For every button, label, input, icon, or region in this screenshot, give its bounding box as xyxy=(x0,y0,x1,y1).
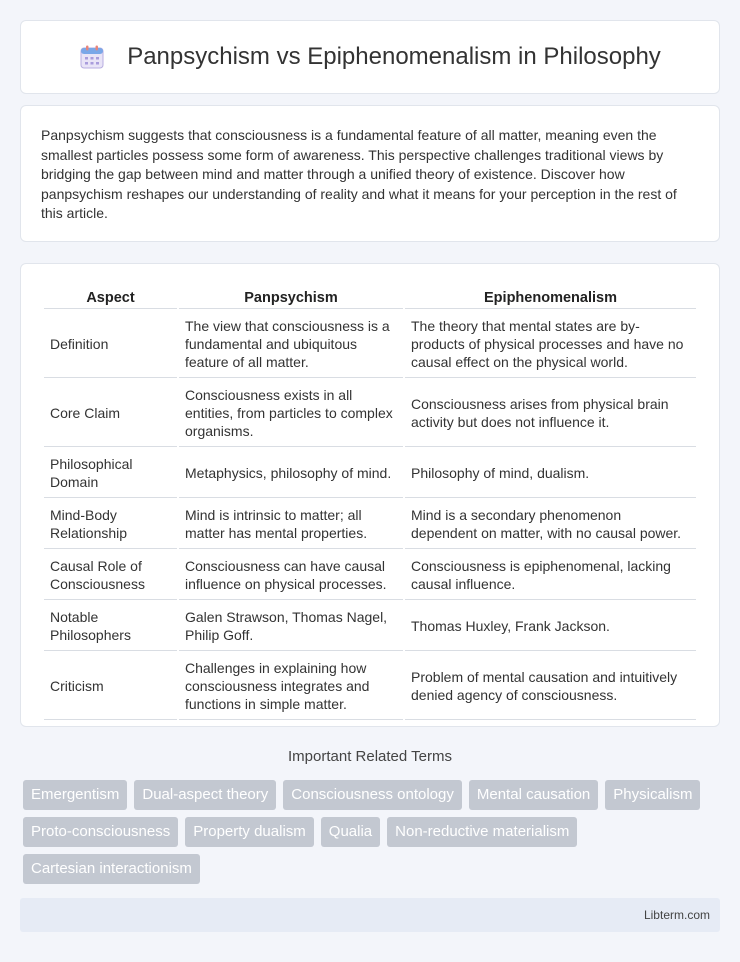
cell-epiphenomenalism: Philosophy of mind, dualism. xyxy=(405,449,696,498)
cell-panpsychism: Metaphysics, philosophy of mind. xyxy=(179,449,403,498)
header-panpsychism: Panpsychism xyxy=(179,286,403,309)
term-tag[interactable]: Proto-consciousness xyxy=(23,817,178,847)
cell-epiphenomenalism: Consciousness is epiphenomenal, lacking causal influence. xyxy=(405,551,696,600)
cell-aspect: Definition xyxy=(44,311,177,378)
cell-aspect: Mind-Body Relationship xyxy=(44,500,177,549)
header-aspect: Aspect xyxy=(44,286,177,309)
table-row xyxy=(44,449,696,498)
cell-panpsychism: Consciousness can have causal influence on physical processes. xyxy=(179,551,403,600)
cell-aspect: Causal Role of Consciousness xyxy=(44,551,177,600)
related-terms-list xyxy=(23,780,723,884)
cell-aspect: Notable Philosophers xyxy=(44,602,177,651)
cell-panpsychism: Consciousness exists in all entities, from particles to complex organisms. xyxy=(179,380,403,447)
cell-epiphenomenalism: Thomas Huxley, Frank Jackson. xyxy=(405,602,696,651)
cell-panpsychism: The view that consciousness is a fundamental and ubiquitous feature of all matter. xyxy=(179,311,403,378)
comparison-card xyxy=(20,263,720,727)
term-tag[interactable]: Physicalism xyxy=(605,780,700,810)
term-tag[interactable]: Non-reductive materialism xyxy=(387,817,577,847)
term-tag[interactable]: Dual-aspect theory xyxy=(134,780,276,810)
table-row xyxy=(44,380,696,447)
term-tag[interactable]: Property dualism xyxy=(185,817,314,847)
cell-aspect: Criticism xyxy=(44,653,177,720)
calendar-icon xyxy=(79,44,105,70)
table-row xyxy=(44,653,696,720)
cell-epiphenomenalism: Problem of mental causation and intuitively denied agency of consciousness. xyxy=(405,653,696,720)
cell-panpsychism: Challenges in explaining how consciousness integrates and functions in simple matter. xyxy=(179,653,403,720)
related-terms-title: Important Related Terms xyxy=(288,748,452,765)
cell-panpsychism: Mind is intrinsic to matter; all matter has mental properties. xyxy=(179,500,403,549)
header-epiphenomenalism: Epiphenomenalism xyxy=(405,286,696,309)
intro-card xyxy=(20,105,720,242)
footer xyxy=(20,898,720,932)
cell-aspect: Core Claim xyxy=(44,380,177,447)
cell-epiphenomenalism: The theory that mental states are by-products of physical processes and have no causal effect on the physical world. xyxy=(405,311,696,378)
cell-panpsychism: Galen Strawson, Thomas Nagel, Philip Goff. xyxy=(179,602,403,651)
table-row xyxy=(44,311,696,378)
term-tag[interactable]: Mental causation xyxy=(469,780,598,810)
header-card xyxy=(20,20,720,94)
term-tag[interactable]: Cartesian interactionism xyxy=(23,854,200,884)
cell-epiphenomenalism: Mind is a secondary phenomenon dependent on matter, with no causal power. xyxy=(405,500,696,549)
intro-paragraph: Panpsychism suggests that consciousness is a fundamental feature of all matter, meaning even the smallest particles possess some form of awareness. This perspective challenges traditional views by bridging the gap between mind and matter through a unified theory of existence. Discover how panpsychism reshapes our understanding of reality and what it means for your perception in the rest of this article. xyxy=(41,127,677,221)
table-header-row xyxy=(44,286,696,309)
comparison-table xyxy=(42,284,698,722)
cell-aspect: Philosophical Domain xyxy=(44,449,177,498)
cell-epiphenomenalism: Consciousness arises from physical brain activity but does not influence it. xyxy=(405,380,696,447)
table-row xyxy=(44,602,696,651)
footer-brand-link[interactable]: Libterm.com xyxy=(643,908,710,922)
table-row xyxy=(44,551,696,600)
page-title: Panpsychism vs Epiphenomenalism in Philosophy xyxy=(127,43,661,70)
term-tag[interactable]: Qualia xyxy=(321,817,380,847)
term-tag[interactable]: Emergentism xyxy=(23,780,127,810)
table-row xyxy=(44,500,696,549)
term-tag[interactable]: Consciousness ontology xyxy=(283,780,462,810)
